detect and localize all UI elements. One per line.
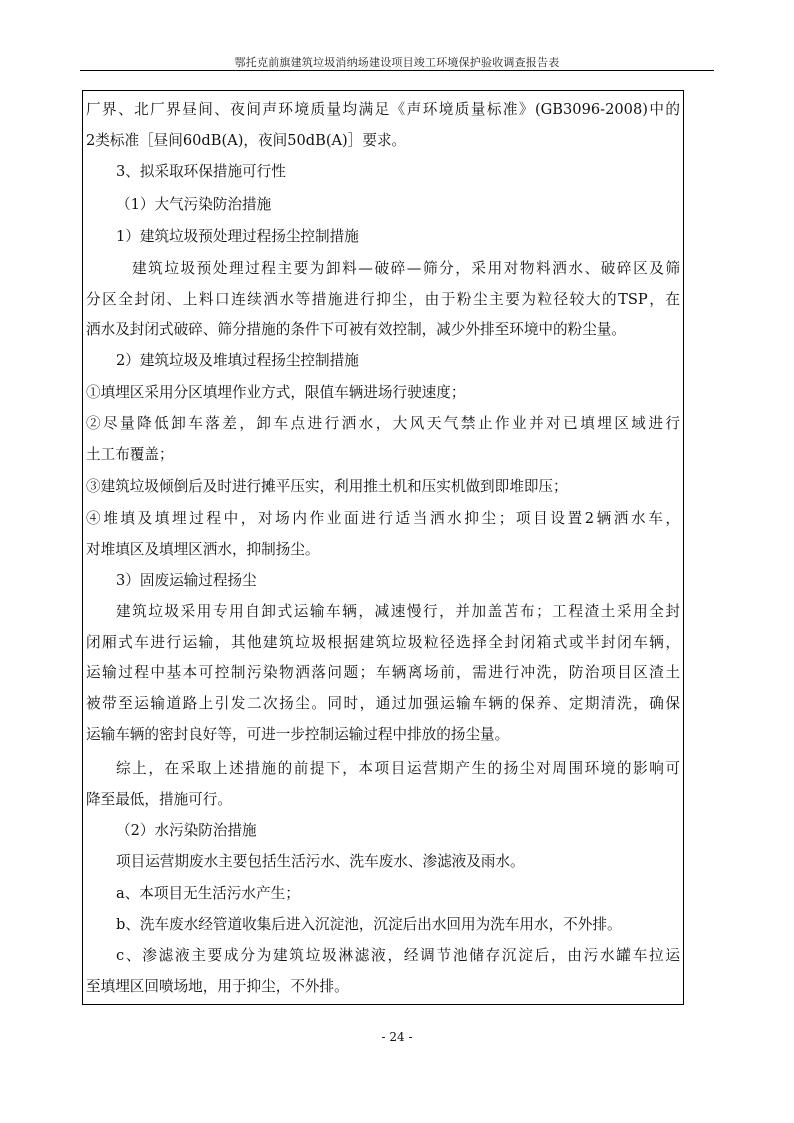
- text-line: 厂界、北厂界昼间、夜间声环境质量均满足《声环境质量标准》(GB3096-2008)中的: [86, 101, 680, 118]
- measure-item-2: [86, 409, 680, 470]
- text-line: 被带至运输道路上引发二次扬尘。同时，通过加强运输车辆的保养、定期清洗，确保: [86, 695, 680, 713]
- heading-landfill-dust: [86, 346, 680, 377]
- paragraph-wastewater-intro: [86, 847, 680, 878]
- measure-item-3: [86, 472, 680, 503]
- water-item-c: [86, 941, 680, 1002]
- text-line: ②尽量降低卸车落差，卸车点进行洒水，大风天气禁止作业并对已填埋区域进行: [86, 415, 680, 432]
- text-line: 项目运营期废水主要包括生活污水、洗车废水、渗滤液及雨水。: [116, 853, 525, 870]
- heading-preprocess-dust: [86, 222, 680, 253]
- text-line: a、本项目无生活污水产生；: [116, 885, 300, 902]
- section-heading: 3、拟采取环保措施可行性: [116, 163, 286, 180]
- subsection-heading: （1）大气污染防治措施: [116, 196, 272, 213]
- measure-item-1: [86, 378, 680, 409]
- page-header-title: 鄂托克前旗建筑垃圾消纳场建设项目竣工环境保护验收调查报告表: [234, 56, 560, 69]
- text-line: 分区全封闭、上料口连续洒水等措施进行抑尘，由于粉尘主要为粒径较大的TSP，在: [86, 290, 680, 308]
- text-line: ④堆填及填埋过程中，对场内作业面进行适当洒水抑尘；项目设置2辆洒水车，: [86, 510, 680, 527]
- text-line: 建筑垃圾预处理过程主要为卸料—破碎—筛分，采用对物料洒水、破碎区及筛: [132, 260, 680, 277]
- paragraph-summary: [86, 754, 680, 815]
- paragraph-transport: [86, 597, 680, 751]
- text-line: 建筑垃圾采用专用自卸式运输车辆，减速慢行，并加盖苫布；工程渣土采用全封: [116, 603, 680, 620]
- paragraph-preprocess: [86, 254, 680, 346]
- text-line: ①填埋区采用分区填埋作业方式，限值车辆进场行驶速度；: [86, 384, 466, 401]
- page-number: - 24 -: [381, 1030, 413, 1044]
- subsection-heading: 1）建筑垃圾预处理过程扬尘控制措施: [116, 228, 359, 245]
- text-line: b、洗车废水经管道收集后进入沉淀池，沉淀后出水回用为洗车用水，不外排。: [116, 916, 622, 933]
- text-line: 综上，在采取上述措施的前提下，本项目运营期产生的扬尘对周围环境的影响可: [116, 760, 680, 777]
- text-line: 洒水及封闭式破碎、筛分措施的条件下可被有效控制，减少外排至环境中的粉尘量。: [86, 321, 626, 339]
- heading-feasibility: [86, 157, 680, 188]
- water-item-b: [86, 910, 680, 941]
- text-line: 运输车辆的密封良好等，可进一步控制运输过程中排放的扬尘量。: [86, 725, 510, 743]
- paragraph-noise-standard: [86, 95, 680, 156]
- heading-water-pollution: [86, 816, 680, 847]
- text-line: 至填埋区回喷场地，用于抑尘，不外排。: [86, 977, 349, 995]
- heading-transport-dust: [86, 566, 680, 597]
- text-line: c、渗滤液主要成分为建筑垃圾淋滤液，经调节池储存沉淀后，由污水罐车拉运: [116, 947, 680, 964]
- subsection-heading: （2）水污染防治措施: [116, 822, 257, 839]
- text-line: 降至最低，措施可行。: [86, 790, 232, 808]
- subsection-heading: 2）建筑垃圾及堆填过程扬尘控制措施: [116, 352, 359, 369]
- text-line: 土工布覆盖；: [86, 445, 174, 463]
- header-divider: [80, 70, 714, 71]
- text-line: 运输过程中基本可控制污染物洒落问题；车辆离场前，需进行冲洗，防治项目区渣土: [86, 664, 680, 682]
- water-item-a: [86, 879, 680, 910]
- text-line: ③建筑垃圾倾倒后及时进行摊平压实，利用推土机和压实机做到即堆即压；: [86, 478, 568, 495]
- measure-item-4: [86, 504, 680, 565]
- text-line: 闭厢式车进行运输，其他建筑垃圾根据建筑垃圾粒径选择全封闭箱式或半封闭车辆，: [86, 633, 680, 651]
- subsection-heading: 3）固废运输过程扬尘: [116, 572, 257, 589]
- text-line: 2类标准［昼间60dB(A)，夜间50dB(A)］要求。: [86, 131, 407, 149]
- heading-air-pollution: [86, 190, 680, 221]
- text-line: 对堆填区及填埋区洒水，抑制扬尘。: [86, 540, 320, 558]
